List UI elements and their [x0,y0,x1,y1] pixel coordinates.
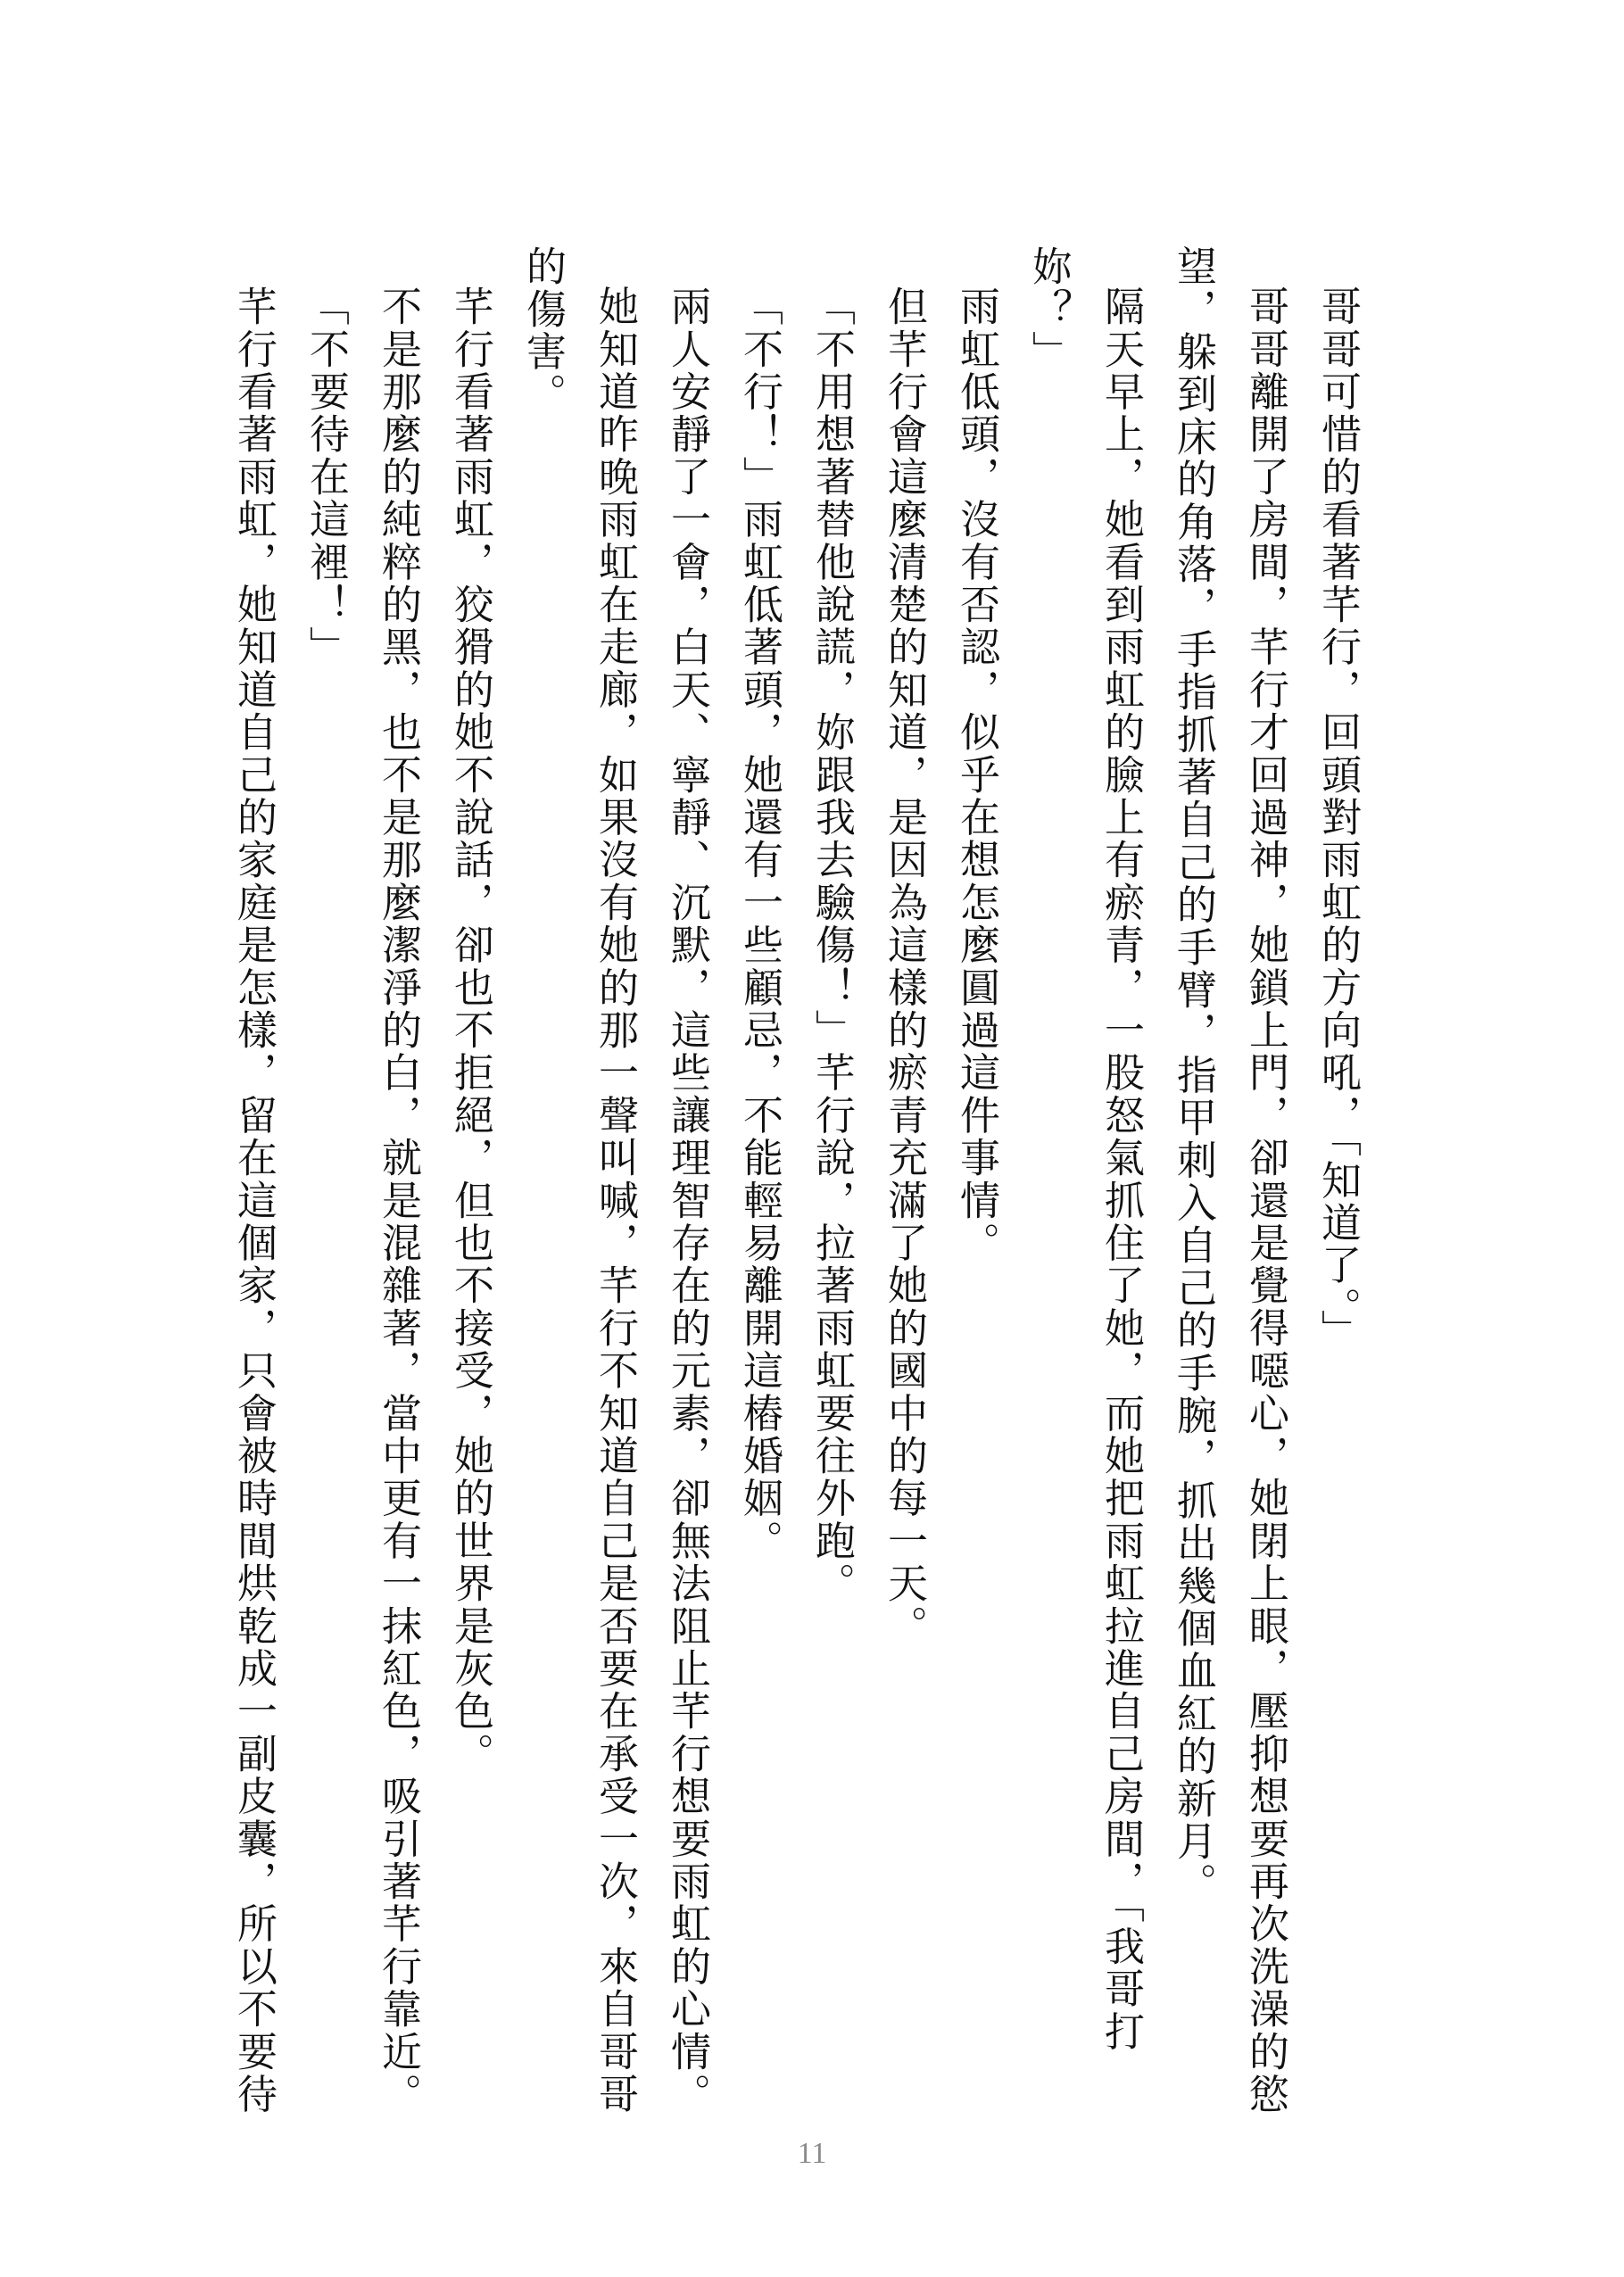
paragraph: 兩人安靜了一會，白天、寧靜、沉默，這些讓理智存在的元素，卻無法阻止芊行想要雨虹的心情。 [664,286,711,2116]
paragraph: 芊行看著雨虹，她知道自己的家庭是怎樣，留在這個家，只會被時間烘乾成一副皮囊，所以不要待 [230,286,278,2116]
paragraph: 哥哥可惜的看著芊行，回頭對雨虹的方向吼，「知道了。」 [1314,286,1362,1353]
paragraph: 隔天早上，她看到雨虹的臉上有瘀青，一股怒氣抓住了她，而她把雨虹拉進自己房間，「我哥打妳？」 [1025,245,1145,2053]
paragraph: 「不要待在這裡！」 [302,286,350,669]
paragraph: 芊行看著雨虹，狡猾的她不說話，卻也不拒絕，但也不接受，她的世界是灰色。 [447,286,494,1776]
paragraph: 不是那麼的純粹的黑，也不是那麼潔淨的白，就是混雜著，當中更有一抹紅色，吸引著芊行靠近。 [375,286,422,2116]
paragraph: 她知道昨晚雨虹在走廊，如果沒有她的那一聲叫喊，芊行不知道自己是否要在承受一次，來自哥哥的傷害。 [519,245,639,2116]
page-number: 11 [797,2137,827,2170]
vertical-text-block [218,245,1374,2128]
paragraph: 哥哥離開了房間，芊行才回過神，她鎖上門，卻還是覺得噁心，她閉上眼，壓抑想要再次洗澡的慾望，躲到床的角落，手指抓著自己的手臂，指甲刺入自己的手腕，抓出幾個血紅的新月。 [1170,245,1289,2116]
paragraph: 雨虹低頭，沒有否認，似乎在想怎麼圓過這件事情。 [953,286,1000,1265]
paragraph: 但芊行會這麼清楚的知道，是因為這樣的瘀青充滿了她的國中的每一天。 [881,286,928,1648]
paragraph: 「不行！」雨虹低著頭，她還有一些顧忌，不能輕易離開這樁婚姻。 [736,286,783,1562]
paragraph: 「不用想著替他說謊，妳跟我去驗傷！」芊行說，拉著雨虹要往外跑。 [808,286,856,1605]
